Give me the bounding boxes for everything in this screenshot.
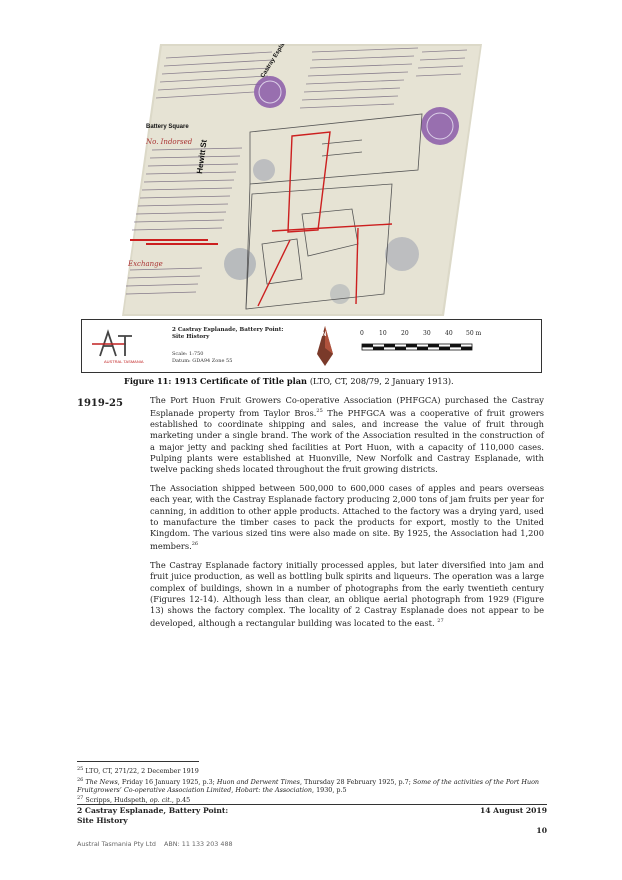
scale-tick-40: 40	[445, 330, 453, 337]
footnote-26: $^{26}$ The News, Friday 16 January 1925, p.3; Huon and Derwent Times, Thursday 28 February 1925, p.7; Some of the activities of the Port Huon Fruitgrowers’ Co-operative Association Limited, Hobart: the Association, 1930, p.5	[77, 776, 540, 795]
scale-tick-20: 20	[401, 330, 409, 337]
title-plan-image	[122, 44, 482, 316]
legend-title	[172, 327, 322, 341]
footer-title	[77, 806, 228, 826]
company-info: Austral Tasmania Pty Ltd ABN: 11 133 203 488	[77, 840, 233, 848]
scale-tick-50: 50 m	[466, 330, 482, 337]
legend-scale-text: Scale: 1:750	[172, 351, 204, 357]
footer-date: 14 August 2019	[479, 806, 547, 815]
scale-bar-graphic	[358, 340, 538, 360]
svg-text:Hewitt St: Hewitt St	[195, 139, 209, 175]
legend-scale-info	[172, 351, 232, 365]
scale-bar	[358, 328, 538, 364]
footer-divider	[77, 804, 547, 805]
scale-tick-0: 0	[360, 330, 364, 337]
footer-title-line2: Site History	[77, 816, 128, 825]
paragraph-1: The Port Huon Fruit Growers Co-operative Association (PHFGCA) purchased the Castray Esplanade property from Taylor Bros.$^{25}$ The PHFGCA was a cooperative of fruit growers established to coordinate shipping and sales, and increase the value of fruit through marketing under a single brand. The work of the Association resulted in the construction of a major jetty and packing shed facilities at Port Huon, with a capacity of 110,000 cases. Pulping plants were established at Huonville, New Norfolk and Castray Esplanade, with twelve packing sheds located throughout the fruit growing districts.	[150, 395, 544, 474]
section-year: 1919-25	[77, 398, 123, 409]
svg-text:Exchange: Exchange	[128, 260, 163, 268]
footnote-ref-25[interactable]: 25	[316, 408, 323, 415]
company-logo	[86, 326, 142, 366]
page-number: 10	[536, 826, 547, 835]
title-plan-map	[122, 44, 482, 316]
logo-text: AUSTRAL TASMANIA	[104, 359, 144, 364]
legend-datum-text: Datum: GDA94 Zone 55	[172, 358, 233, 364]
north-label: N	[322, 332, 327, 338]
footnote-divider	[77, 761, 199, 762]
scale-tick-30: 30	[423, 330, 431, 337]
figure-caption-label: Figure 11: 1913 Certificate of Title plan	[124, 376, 307, 386]
footnote-27: $^{27}$ Scripps, Hudspeth, op. cit., p.45	[77, 795, 191, 805]
footnote-25: $^{25}$ LTO, CT, 271/22, 2 December 1919	[77, 766, 199, 776]
north-arrow-icon	[314, 324, 336, 368]
legend-title-line2: Site History	[172, 334, 210, 340]
footnote-ref-27[interactable]: 27	[437, 618, 444, 625]
footer-title-line1: 2 Castray Esplanade, Battery Point:	[77, 806, 229, 815]
footnotes	[77, 765, 547, 805]
paragraph-2: The Association shipped between 500,000 to 600,000 cases of apples and pears overseas each year, with the Castray Esplanade factory producing 2,000 tons of jam fruits per year for canning, in addition to other apple products. Attached to the factory was a drying yard, used to manufacture the timber cases to pack the products for export, mostly to the United Kingdom. The various sized tins were also made on site. By 1925, the Association had 1,200 members.$^{26}$	[150, 483, 544, 551]
north-arrow	[314, 324, 336, 372]
svg-text:No. Indorsed: No. Indorsed	[146, 138, 193, 146]
footnote-ref-26[interactable]: 26	[191, 541, 199, 548]
battery-square-label: Battery Square	[146, 124, 189, 130]
map-legend	[81, 319, 542, 373]
legend-title-line1: 2 Castray Esplanade, Battery Point:	[172, 327, 284, 333]
scale-tick-10: 10	[379, 330, 387, 337]
paragraph-3: The Castray Esplanade factory initially processed apples, but later diversified into jam and fruit juice production, as well as bottling bulk spirits and liqueurs. The operation was a large complex of buildings, shown in a number of photographs from the early twentieth century (Figures 12-14). Although less than clear, an oblique aerial photograph from 1929 (Figure 13) shows the factory complex. The locality of 2 Castray Esplanade does not appear to be developed, although a rectangular building was located to the east. $^{27}$	[150, 560, 544, 628]
section-body	[150, 395, 544, 637]
figure-caption	[124, 376, 544, 386]
figure-caption-source: (LTO, CT, 208/79, 2 January 1913).	[309, 376, 454, 386]
